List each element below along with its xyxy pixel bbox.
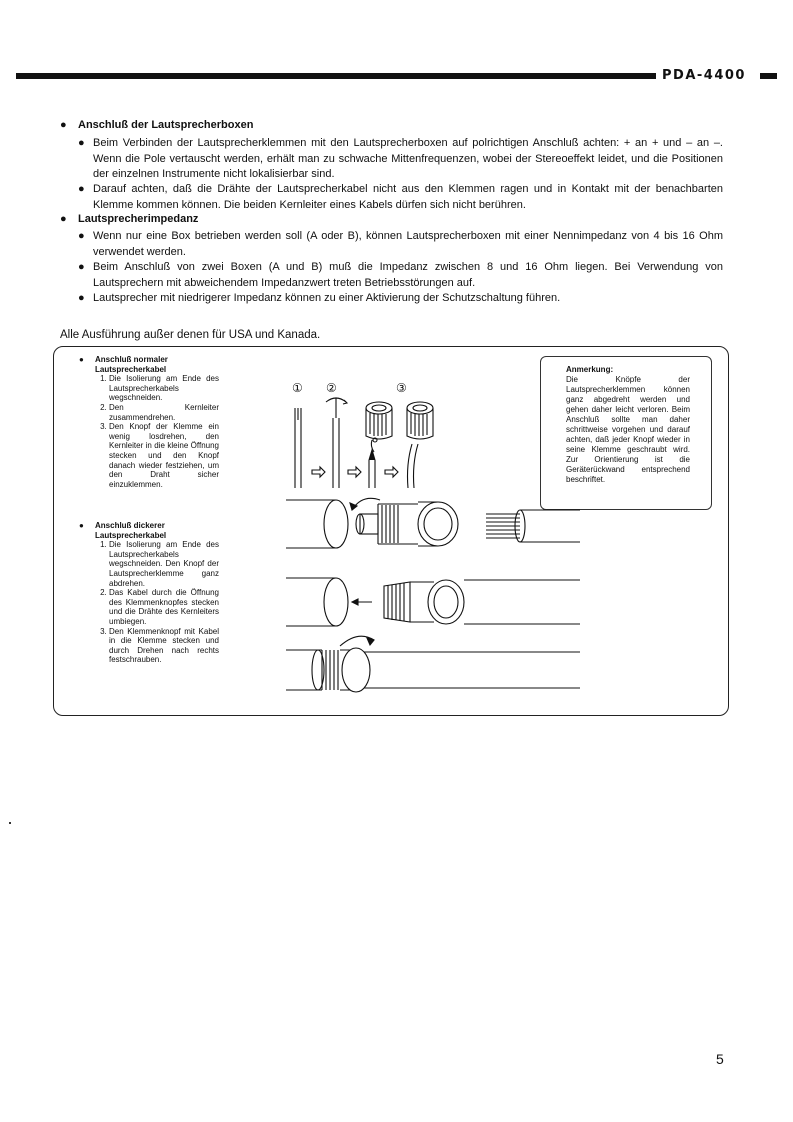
- stripped-wire-icon: [295, 408, 301, 488]
- terminal-assembled-icon: [286, 648, 580, 692]
- twisted-wire-icon: [326, 398, 347, 488]
- bullet-icon: ●: [78, 261, 85, 273]
- bullet-icon: ●: [78, 183, 85, 195]
- procedure-title: Anschluß normaler Lautsprecherkabel: [95, 355, 168, 374]
- terminal-knob-icon: [356, 502, 458, 546]
- bullet-text: Beim Anschluß von zwei Boxen (A und B) muß die Impedanz zwischen 8 und 16 Ohm liegen. Bei Verwendung von Lautsprechern mit abweichendem Impedanzwert treten Betriebsstörungen auf.: [93, 261, 723, 289]
- bullet-icon: ●: [78, 137, 85, 149]
- arrow-right-icon: [348, 467, 361, 477]
- bullet-icon: ●: [60, 213, 67, 225]
- arrow-right-icon: [312, 467, 325, 477]
- terminal-post-icon: [286, 578, 348, 626]
- page-number: 5: [716, 1051, 724, 1067]
- note-text: Die Knöpfe der Lautsprecherklemmen können ganz abgedreht werden und gehen daher leicht verloren. Beim Anschluß sollte man daher schrittweise vorgehen und darauf achten, daß jeder Knopf wieder in seine Klemme geschraubt wird. Zur Orientierung ist die Geräterückwand entsprechend beschriftet.: [566, 375, 690, 484]
- bullet-icon: ●: [78, 292, 85, 304]
- section-title-impedanz: ● Lautsprecherimpedanz: [60, 213, 199, 225]
- thick-cable-icon: [486, 510, 580, 542]
- model-name: PDA-4400: [662, 68, 746, 83]
- bullet-icon: ●: [60, 119, 67, 131]
- terminal-knob-icon: [366, 402, 392, 488]
- bullet-text: Darauf achten, daß die Drähte der Lautsprecherkabel nicht aus den Klemmen ragen und in Kontakt mit der benachbarten Klemme kommen können. Die beiden Kernleiter eines Kabels dürfen sich nicht berühren.: [93, 183, 723, 211]
- note-title: Anmerkung:: [566, 365, 614, 374]
- terminal-knob-icon: [384, 580, 580, 624]
- arrow-left-icon: [352, 599, 372, 605]
- bullet-icon: ●: [78, 230, 85, 242]
- step-item: 2. Den Kernleiter zusammendrehen.: [109, 403, 219, 422]
- step-item: 3. Den Knopf der Klemme ein wenig losdrehen, den Kernleiter in die kleine Öffnung stecken und den Knopf danach wieder festziehen, um den Draht sicher einzuklemmen.: [109, 422, 219, 489]
- step-label-3: ③: [396, 381, 407, 395]
- step-item: 1. Die Isolierung am Ende des Lautsprecherkabels wegschneiden. Den Knopf der Lautsprecherklemme ganz abdrehen.: [109, 540, 219, 588]
- procedure-title: Anschluß dickerer Lautsprecherkabel: [95, 521, 167, 540]
- step-label-2: ②: [326, 381, 337, 395]
- step-item: 3. Den Klemmenknopf mit Kabel in die Klemme stecken und durch Drehen nach rechts festschrauben.: [109, 627, 219, 665]
- section-title-anschluss: ● Anschluß der Lautsprecherboxen: [60, 119, 254, 131]
- arrow-curved-icon: [352, 498, 380, 510]
- region-note: Alle Ausführung außer denen für USA und Kanada.: [60, 329, 321, 341]
- bullet-text: Beim Verbinden der Lautsprecherklemmen mit den Lautsprecherboxen auf polrichtigen Anschluß achten: + an + und – an –. Wenn die Pole vertauscht werden, erhält man zu schwache Mittenfrequenzen, wobei der Stereoeffekt leidet, und die Positionen der einzelnen Instrumente nicht lokalisierbar sind.: [93, 137, 723, 181]
- arrow-right-icon: [385, 467, 398, 477]
- step-label-1: ①: [292, 381, 303, 395]
- scan-speck: [9, 822, 11, 824]
- bullet-text: Wenn nur eine Box betrieben werden soll (A oder B), können Lautsprecherboxen mit einer Nennimpedanz von 4 bis 16 Ohm verwendet werden.: [93, 230, 723, 258]
- bullet-icon: ●: [79, 355, 84, 364]
- bullet-icon: ●: [79, 521, 84, 530]
- step-item: 1. Die Isolierung am Ende des Lautsprecherkabels wegschneiden.: [109, 374, 219, 403]
- step-item: 2. Das Kabel durch die Öffnung des Klemmenknopfes stecken und die Drähte des Kernleiters umbiegen.: [109, 588, 219, 626]
- bullet-text: Lautsprecher mit niedrigerer Impedanz können zu einer Aktivierung der Schutzschaltung führen.: [93, 292, 561, 304]
- terminal-knob-icon: [407, 402, 433, 488]
- terminal-post-icon: [286, 500, 348, 548]
